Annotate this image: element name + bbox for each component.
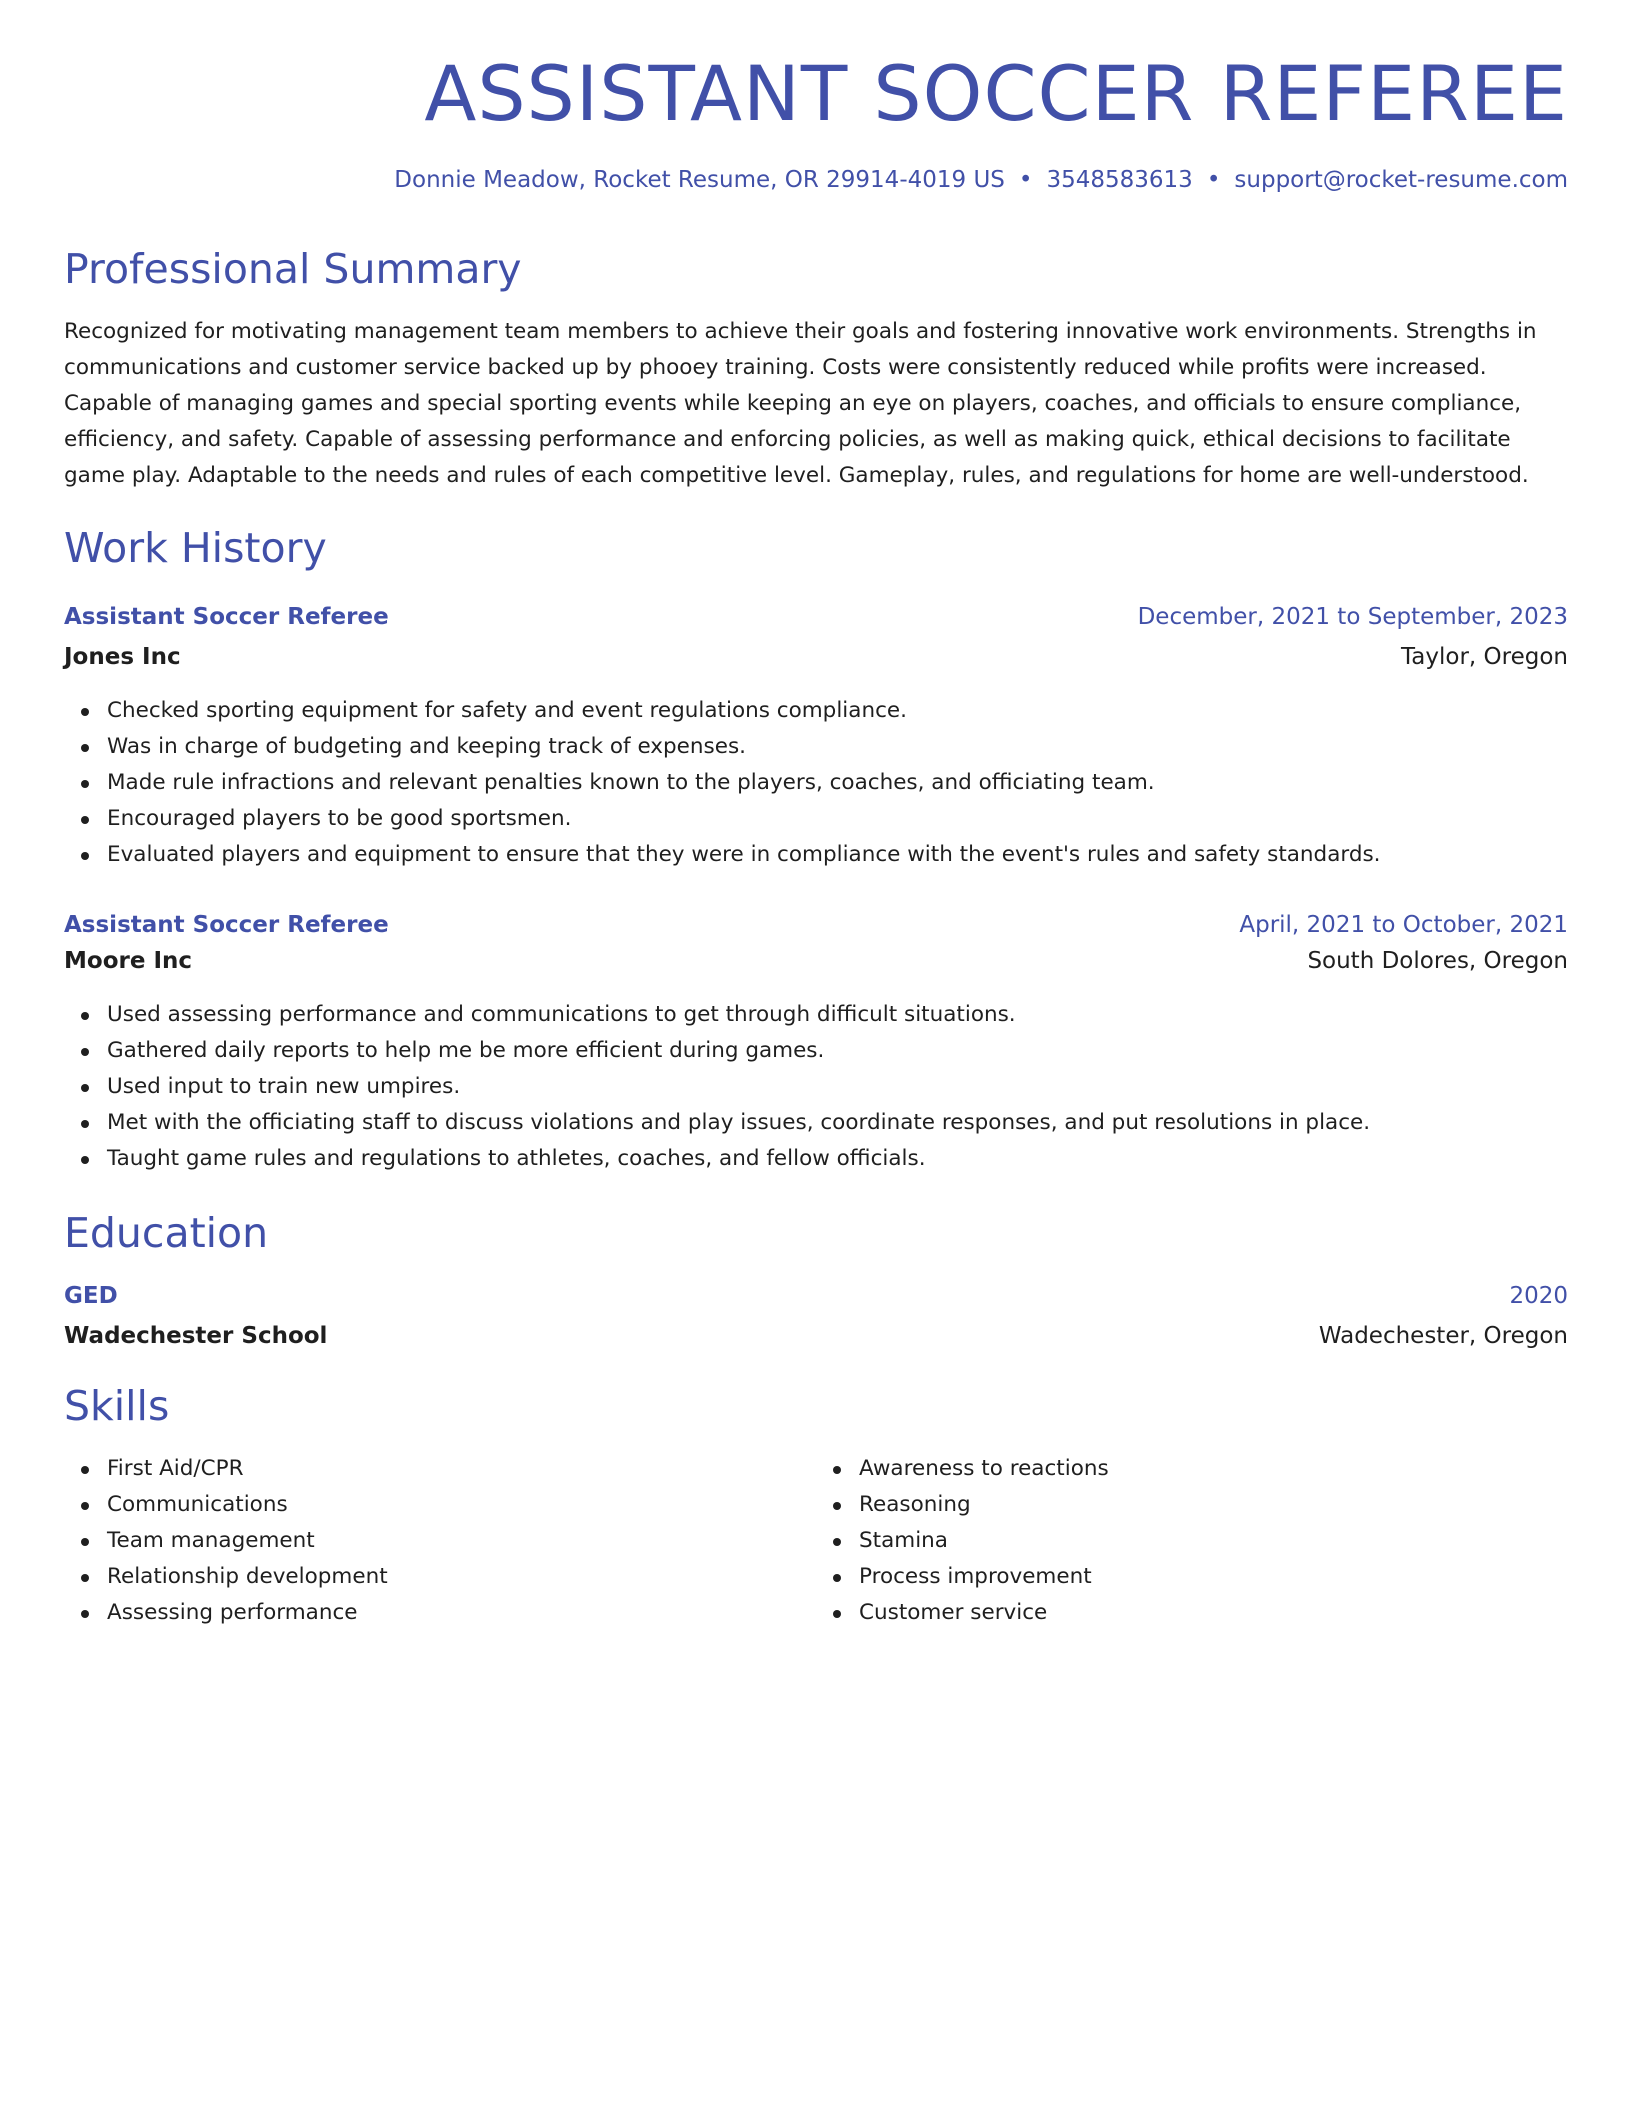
contact-separator: • <box>1018 167 1033 194</box>
job-header-row <box>64 911 1568 941</box>
job-company: Jones Inc <box>64 644 181 671</box>
section-heading-education: Education <box>64 1208 269 1257</box>
list-item: Was in charge of budgeting and keeping track of expenses. <box>64 729 1568 765</box>
job-duties-list <box>64 693 1568 873</box>
resume-header <box>64 48 1568 195</box>
skill-item: Team management <box>64 1523 816 1559</box>
job-company: Moore Inc <box>64 947 193 974</box>
education-header-row <box>64 1282 1568 1312</box>
skills-list-left <box>64 1451 816 1631</box>
skill-item: Stamina <box>816 1523 1568 1559</box>
job-company-row <box>64 643 1568 673</box>
contact-address: Donnie Meadow, Rocket Resume, OR 29914-4019 US <box>394 167 1005 194</box>
list-item: Evaluated players and equipment to ensure that they were in compliance with the event's rules and safety standards. <box>64 837 1568 873</box>
skills-list-right <box>816 1451 1568 1631</box>
education-school: Wadechester School <box>64 1322 328 1349</box>
job-duties-list <box>64 997 1568 1177</box>
list-item: Used input to train new umpires. <box>64 1069 1568 1105</box>
professional-summary-section <box>64 245 1568 494</box>
list-item: Checked sporting equipment for safety and event regulations compliance. <box>64 693 1568 729</box>
contact-separator: • <box>1206 167 1221 194</box>
skill-item: Assessing performance <box>64 1595 816 1631</box>
job-company-row <box>64 947 1568 977</box>
skill-item: Customer service <box>816 1595 1568 1631</box>
education-year: 2020 <box>1509 1282 1568 1309</box>
contact-email: support@rocket-resume.com <box>1234 167 1568 194</box>
skill-item: Reasoning <box>816 1487 1568 1523</box>
job-title: Assistant Soccer Referee <box>64 911 389 938</box>
list-item: Met with the officiating staff to discuss violations and play issues, coordinate responses, and put resolutions in place. <box>64 1105 1568 1141</box>
job-dates: December, 2021 to September, 2023 <box>1137 604 1568 631</box>
job-dates: April, 2021 to October, 2021 <box>1239 911 1568 938</box>
list-item: Taught game rules and regulations to athletes, coaches, and fellow officials. <box>64 1141 1568 1177</box>
contact-line <box>64 167 1568 195</box>
summary-text: Recognized for motivating management team members to achieve their goals and fostering innovative work environments. Strengths in communications and customer service backed up by phooey training. Costs were consistently reduced while profits were increased. Capable of managing games and special sporting events while keeping an eye on players, coaches, and officials to ensure compliance, efficiency, and safety. Capable of assessing performance and enforcing policies, as well as making quick, ethical decisions to facilitate game play. Adaptable to the needs and rules of each competitive level. Gameplay, rules, and regulations for home are well-understood. <box>64 318 1537 488</box>
education-school-row <box>64 1322 1568 1352</box>
job-location: Taylor, Oregon <box>1401 644 1568 671</box>
job-entry <box>64 603 1568 873</box>
list-item: Made rule infractions and relevant penalties known to the players, coaches, and officiating team. <box>64 765 1568 801</box>
skill-item: Communications <box>64 1487 816 1523</box>
work-history-section <box>64 524 1568 1177</box>
section-heading-summary: Professional Summary <box>64 244 522 293</box>
education-section <box>64 1209 1568 1352</box>
list-item: Used assessing performance and communications to get through difficult situations. <box>64 997 1568 1033</box>
job-location: South Dolores, Oregon <box>1307 947 1568 974</box>
list-item: Gathered daily reports to help me be more efficient during games. <box>64 1033 1568 1069</box>
skill-item: First Aid/CPR <box>64 1451 816 1487</box>
skills-grid <box>64 1451 1568 1631</box>
skill-item: Awareness to reactions <box>816 1451 1568 1487</box>
education-entry <box>64 1282 1568 1352</box>
list-item: Encouraged players to be good sportsmen. <box>64 801 1568 837</box>
skills-section <box>64 1382 1568 1631</box>
skill-item: Relationship development <box>64 1559 816 1595</box>
job-entry <box>64 911 1568 1177</box>
job-header-row <box>64 603 1568 633</box>
contact-phone: 3548583613 <box>1046 167 1193 194</box>
section-heading-work: Work History <box>64 523 327 572</box>
section-heading-skills: Skills <box>64 1381 170 1430</box>
education-degree: GED <box>64 1282 118 1309</box>
skill-item: Process improvement <box>816 1559 1568 1595</box>
resume-name: ASSISTANT SOCCER REFEREE <box>424 49 1568 138</box>
job-title: Assistant Soccer Referee <box>64 604 389 631</box>
education-location: Wadechester, Oregon <box>1318 1322 1568 1349</box>
